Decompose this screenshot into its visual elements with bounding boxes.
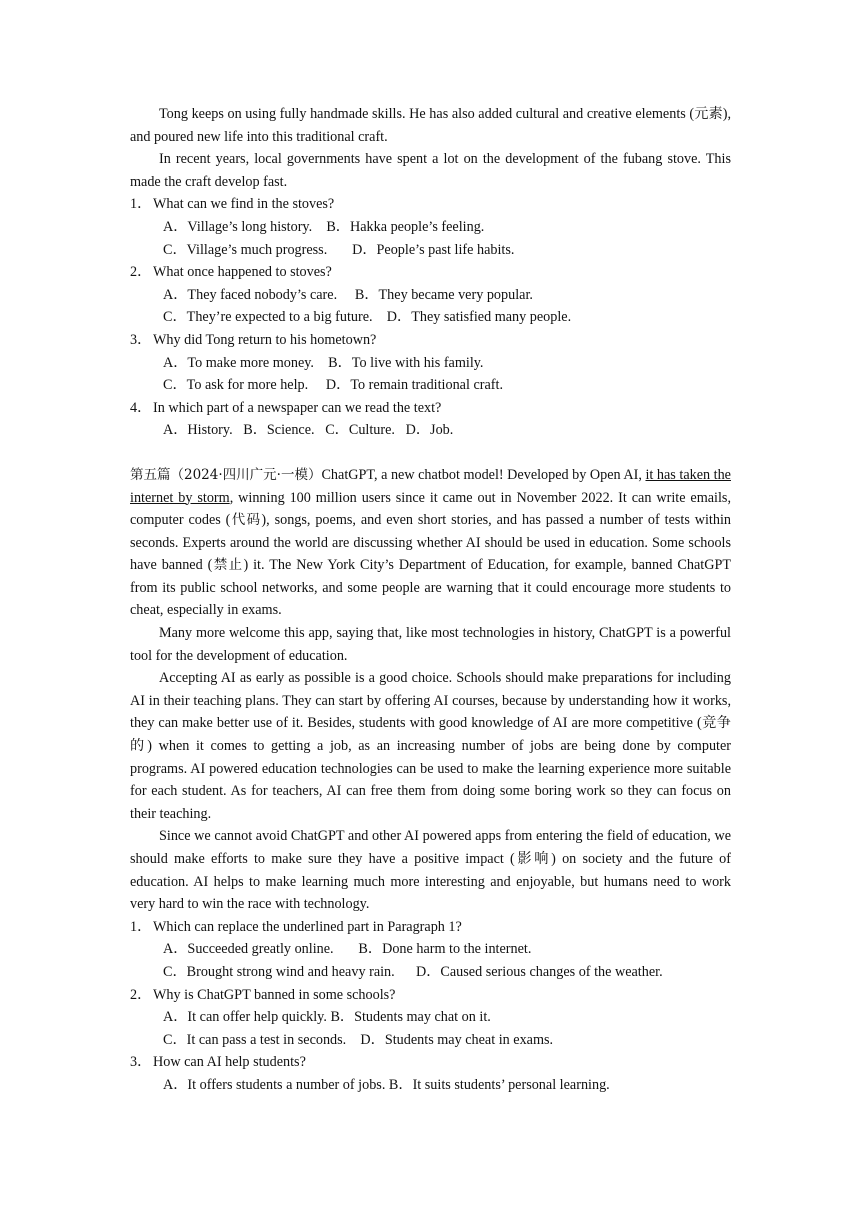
text-run: ) it. The New York City’s Department of Education, for example, banned ChatGPT from its public school networks, and some people are warning that it could encourage more students to cheat, especially in exams.	[130, 557, 731, 619]
option: B．Science.	[243, 422, 326, 439]
option: C．To ask for more help.	[163, 377, 326, 394]
question-number: 1．	[130, 918, 152, 935]
options-row	[130, 374, 731, 397]
passage4-paragraph-2: In recent years, local governments have spent a lot on the development of the fubang stove. This made the craft develop fast.	[130, 151, 731, 190]
option: D．To remain traditional craft.	[325, 377, 503, 394]
option: D．People’s past life habits.	[352, 241, 515, 258]
option: A．To make more money.	[163, 354, 329, 371]
question-2	[130, 261, 731, 329]
options-row	[130, 239, 731, 262]
option: D．Students may cheat in exams.	[360, 1031, 554, 1048]
option: B．Done harm to the internet.	[358, 941, 532, 958]
document-content	[130, 103, 731, 1097]
question-text: What once happened to stoves?	[153, 264, 332, 281]
option: A．They faced nobody’s care.	[163, 286, 355, 303]
passage4-questions	[130, 193, 731, 442]
question-3	[130, 1051, 731, 1096]
question-number: 2．	[130, 986, 152, 1003]
question-stem	[130, 261, 731, 284]
passage-label: 第五篇（2024·四川广元·一模）	[130, 466, 322, 483]
passage5-questions	[130, 916, 731, 1097]
text-run: ChatGPT, a new chatbot model! Developed by Open AI,	[321, 466, 646, 483]
question-number: 4．	[130, 399, 152, 416]
question-stem	[130, 916, 731, 939]
question-number: 1．	[130, 196, 152, 213]
question-stem	[130, 984, 731, 1007]
question-stem	[130, 329, 731, 352]
question-text: Why is ChatGPT banned in some schools?	[153, 986, 396, 1003]
option: C．Village’s much progress.	[163, 241, 353, 258]
underlined-phrase: it has taken the internet by storm	[130, 466, 731, 506]
question-4	[130, 397, 731, 442]
question-stem	[130, 1051, 731, 1074]
option: A．It offers students a number of jobs.	[163, 1076, 389, 1093]
options-row	[130, 1006, 731, 1029]
option: A．History.	[163, 422, 244, 439]
option: D．They satisfied many people.	[386, 309, 572, 326]
question-text: How can AI help students?	[153, 1054, 306, 1071]
option: B．To live with his family.	[328, 354, 484, 371]
option: C．It can pass a test in seconds.	[163, 1031, 361, 1048]
option: D．Caused serious changes of the weather.	[415, 963, 663, 980]
options-row	[130, 419, 731, 442]
option: C．Brought strong wind and heavy rain.	[163, 963, 416, 980]
passage5-paragraph-4: Since we cannot avoid ChatGPT and other AI powered apps from entering the field of education, we should make efforts to make sure they have a positive impact (影响) on society and the future of education. AI helps to make learning much more interesting and enjoyable, but humans need to work very hard to win the race with technology.	[130, 828, 731, 913]
question-text: Why did Tong return to his hometown?	[153, 331, 377, 348]
question-1	[130, 916, 731, 984]
text-run: ), songs, poems, and even short stories, and has passed a number of tests within seconds. Experts around the world are discussing whether AI should be used in education. Some schools have banned (	[130, 512, 731, 574]
option: A．It can offer help quickly.	[163, 1009, 331, 1026]
question-number: 3．	[130, 331, 152, 348]
options-row	[130, 961, 731, 984]
question-3	[130, 329, 731, 397]
option: B．It suits students’ personal learning.	[388, 1076, 610, 1093]
question-number: 3．	[130, 1054, 152, 1071]
option: A．Succeeded greatly online.	[163, 941, 359, 958]
options-row	[130, 352, 731, 375]
question-1	[130, 193, 731, 261]
option: B．They became very popular.	[354, 286, 533, 303]
question-text: In which part of a newspaper can we read the text?	[153, 399, 442, 416]
passage4-paragraph-1: Tong keeps on using fully handmade skills. He has also added cultural and creative elements (元素), and poured new life into this traditional craft.	[130, 106, 731, 145]
options-row	[130, 1074, 731, 1097]
option: A．Village’s long history.	[163, 218, 327, 235]
options-row	[130, 938, 731, 961]
option: D．Job.	[405, 422, 454, 439]
options-row	[130, 306, 731, 329]
options-row	[130, 284, 731, 307]
options-row	[130, 216, 731, 239]
question-stem	[130, 193, 731, 216]
question-number: 2．	[130, 264, 152, 281]
question-text: What can we find in the stoves?	[153, 196, 335, 213]
chinese-gloss: 禁止	[212, 557, 244, 574]
question-stem	[130, 397, 731, 420]
option: B．Students may chat on it.	[330, 1009, 491, 1026]
chinese-gloss: 代码	[230, 512, 262, 529]
option: B．Hakka people’s feeling.	[326, 218, 485, 235]
passage5-paragraph-1	[130, 464, 731, 622]
question-text: Which can replace the underlined part in Paragraph 1?	[153, 918, 462, 935]
option: C．Culture.	[325, 422, 406, 439]
passage5-paragraph-3: Accepting AI as early as possible is a good choice. Schools should make preparations for including AI in their teaching plans. They can start by offering AI courses, because by understanding how it works, they can make better use of it. Besides, students with good knowledge of AI are more competitive (竞争的) when it comes to getting a job, as an increasing number of jobs are being done by computer programs. AI powered education technologies can be used to make the learning experience more suitable for each student. As for teachers, AI can free them from doing some boring work so they can focus on their teaching.	[130, 670, 731, 822]
passage5-paragraph-2: Many more welcome this app, saying that, like most technologies in history, ChatGPT is a powerful tool for the development of education.	[130, 625, 731, 664]
section-gap	[130, 442, 731, 464]
text-run: , winning 100 million users since it came out in November 2022. It can write emails, computer codes (	[130, 489, 731, 529]
question-2	[130, 984, 731, 1052]
option: C．They’re expected to a big future.	[163, 309, 387, 326]
options-row	[130, 1029, 731, 1052]
